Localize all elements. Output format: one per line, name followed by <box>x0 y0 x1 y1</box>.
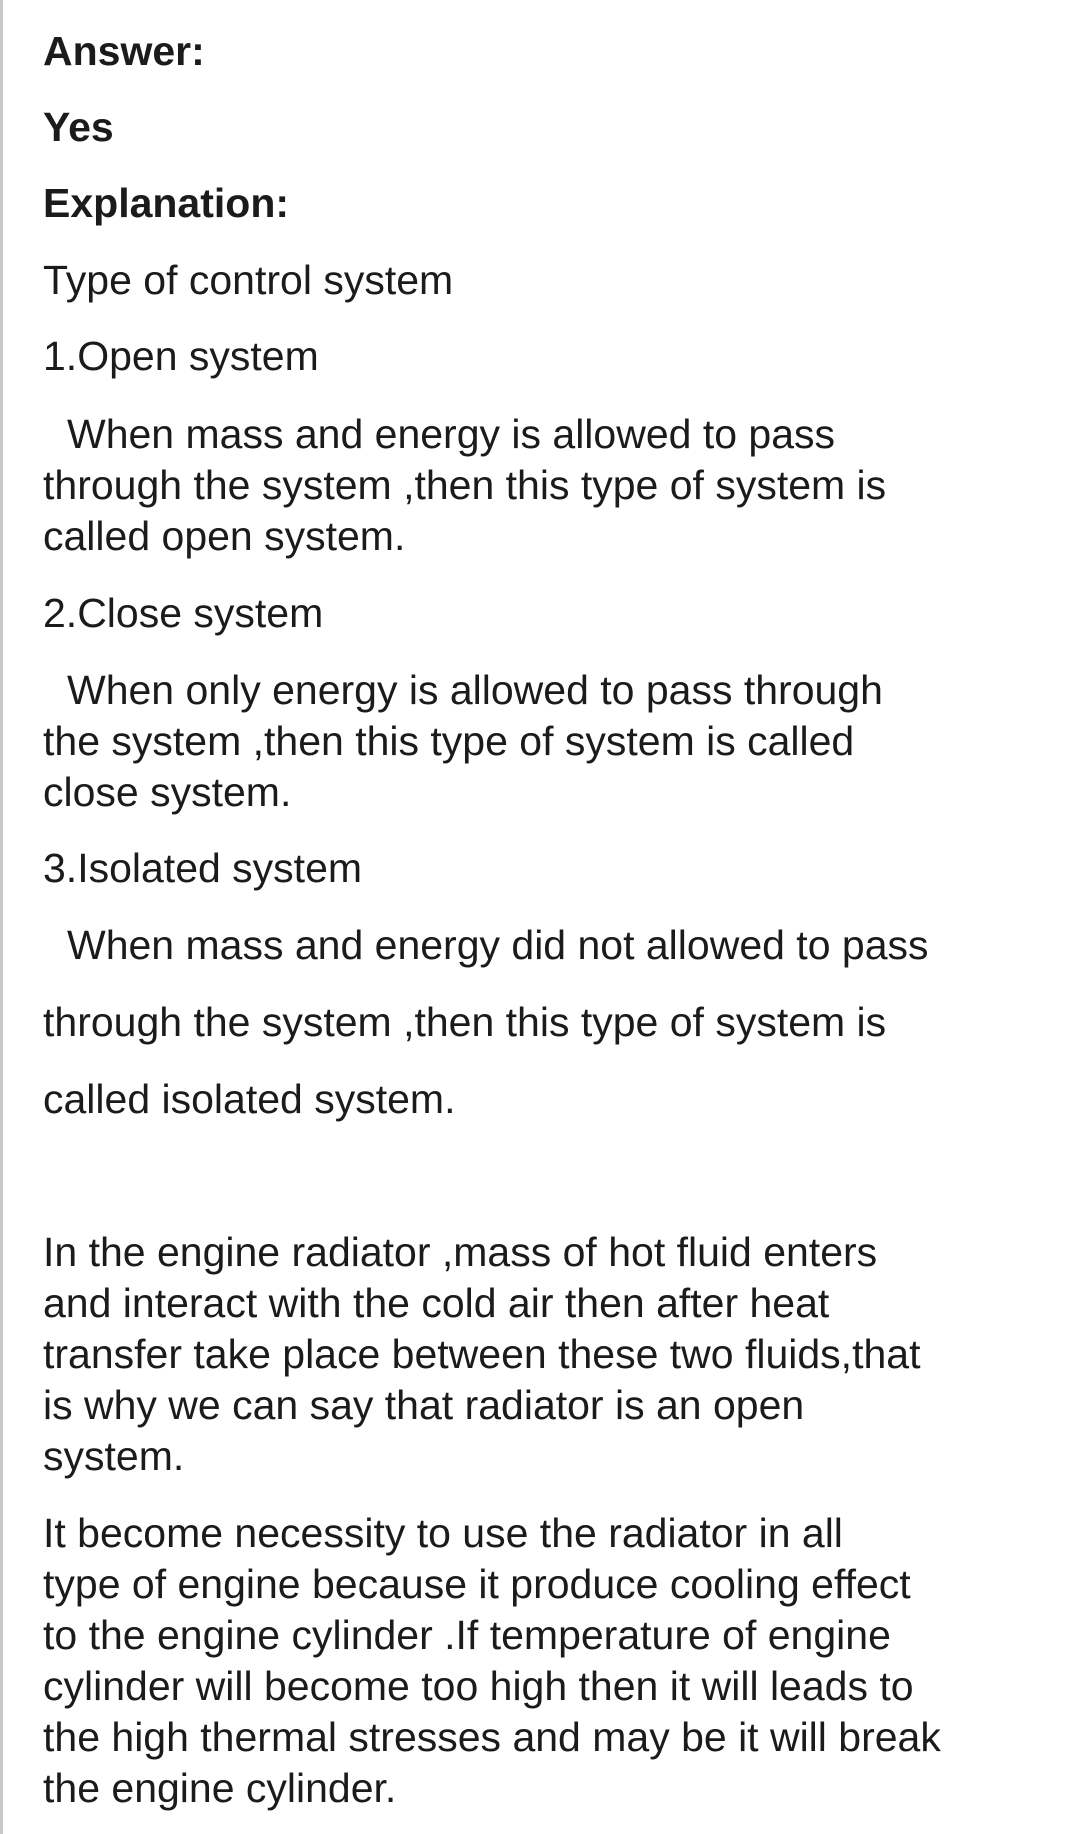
item-line: close system. <box>43 769 292 815</box>
paragraph-line: In the engine radiator ,mass of hot fluid enters <box>43 1229 878 1275</box>
paragraph-line: and interact with the cold air then after heat <box>43 1280 830 1326</box>
item-line: called isolated system. <box>43 1076 456 1122</box>
paragraph-line: the high thermal stresses and may be it will break <box>43 1714 941 1760</box>
paragraph-line: system. <box>43 1433 185 1479</box>
paragraph-line: the engine cylinder. <box>43 1765 397 1811</box>
item-line: through the system ,then this type of system is <box>43 999 887 1045</box>
item-title-close-system: 2.Close system <box>43 590 324 636</box>
paragraph-line: It become necessity to use the radiator in all <box>43 1510 843 1556</box>
left-border <box>0 0 3 1834</box>
item-line: When mass and energy did not allowed to pass <box>67 922 929 968</box>
item-line: When only energy is allowed to pass through <box>67 667 883 713</box>
item-line: When mass and energy is allowed to pass <box>67 411 836 457</box>
paragraph-line: type of engine because it produce cooling effect <box>43 1561 911 1607</box>
explanation-heading: Explanation: <box>43 180 290 226</box>
paragraph-line: cylinder will become too high then it will leads to <box>43 1663 914 1709</box>
paragraph-line: is why we can say that radiator is an open <box>43 1382 805 1428</box>
intro-text: Type of control system <box>43 257 454 303</box>
answer-heading: Answer: <box>43 28 205 74</box>
item-line: the system ,then this type of system is called <box>43 718 855 764</box>
paragraph-line: transfer take place between these two fluids,that <box>43 1331 921 1377</box>
item-title-open-system: 1.Open system <box>43 333 319 379</box>
answer-value: Yes <box>43 104 114 150</box>
item-title-isolated-system: 3.Isolated system <box>43 845 363 891</box>
item-line: called open system. <box>43 513 406 559</box>
paragraph-line: to the engine cylinder .If temperature of engine <box>43 1612 891 1658</box>
item-line: through the system ,then this type of system is <box>43 462 887 508</box>
